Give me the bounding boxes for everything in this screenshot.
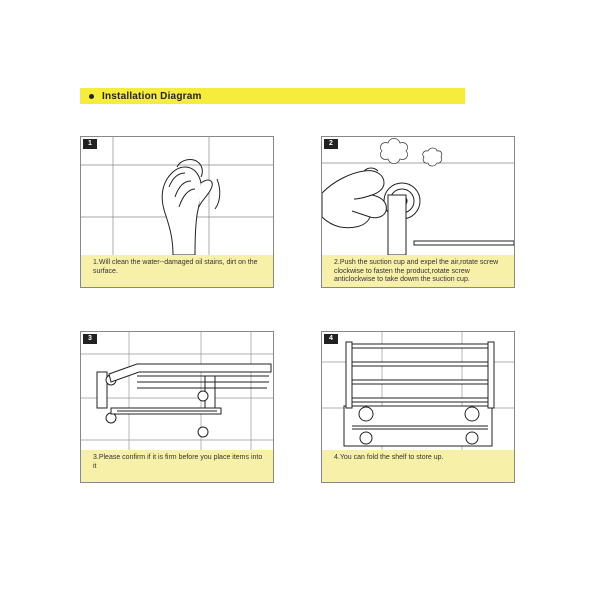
- hand-wiping-icon: [162, 160, 220, 255]
- step-number-badge: 3: [83, 334, 97, 344]
- caption-box: [322, 450, 514, 482]
- folded-shelf-icon: [344, 342, 494, 446]
- step-caption: 3.Please confirm if it is firm before you place items into it: [93, 454, 263, 470]
- section-title: Installation Diagram: [102, 90, 202, 102]
- step-number-badge: 1: [83, 139, 97, 149]
- bullet-icon: [89, 94, 94, 99]
- step-number-badge: 2: [324, 139, 338, 149]
- step-panel-1: [80, 136, 274, 288]
- step-2-illustration: [322, 137, 514, 255]
- caption-box: [81, 450, 273, 482]
- step-3-illustration: [81, 332, 273, 450]
- step-caption: 1.Will clean the water--damaged oil stains, dirt on the surface.: [93, 259, 258, 275]
- hand-rotating-icon: [322, 168, 386, 228]
- caption-box: [81, 255, 273, 287]
- section-header: [80, 88, 465, 104]
- step-number-badge: 4: [324, 334, 338, 344]
- step-caption: 4.You can fold the shelf to store up.: [334, 454, 444, 461]
- caption-box: [322, 255, 514, 287]
- step-4-illustration: [322, 332, 514, 450]
- step-1-illustration: [81, 137, 273, 255]
- step-panel-4: [321, 331, 515, 483]
- step-panel-2: [321, 136, 515, 288]
- step-caption: 2.Push the suction cup and expel the air,rotate screw clockwise to fasten the product,rotate screw anticlockwise to take dowm the suction cup.: [334, 259, 499, 283]
- step-panel-3: [80, 331, 274, 483]
- suction-cup-icon: [384, 183, 514, 255]
- towel-shelf-icon: [97, 364, 271, 437]
- air-puff-icon: [380, 139, 441, 167]
